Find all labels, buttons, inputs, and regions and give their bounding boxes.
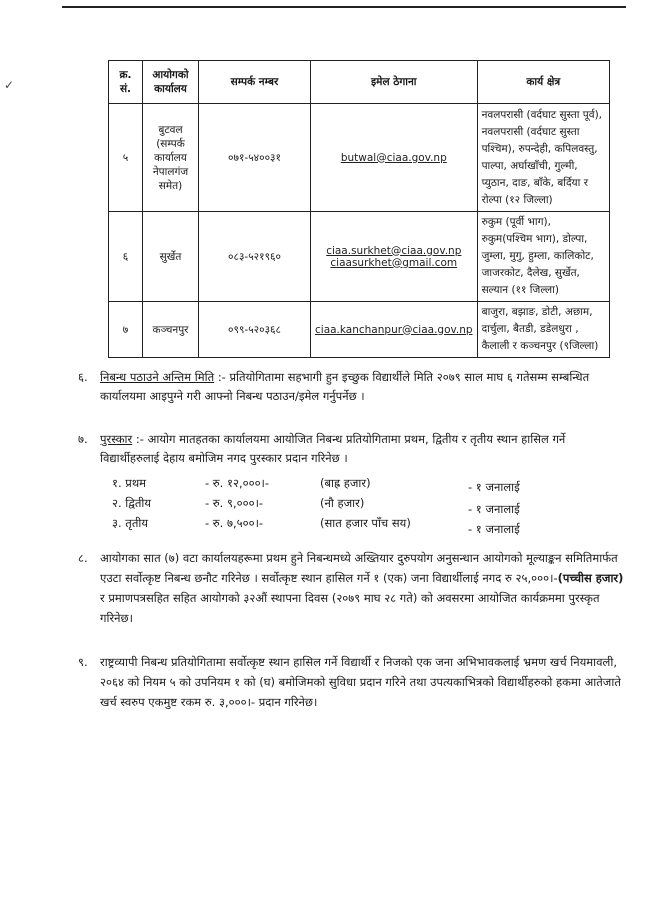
section-number: ९. (78, 655, 88, 669)
cell-area: बाजुरा, बझाङ, डोटी, अछाम, दार्चुला, बैतडी, डडेलधुरा , कैलाली र कञ्चनपुर (९जिल्ला) (477, 302, 609, 358)
margin-tick-mark: ✓ (4, 78, 15, 92)
cell-office: कञ्चनपुर (143, 302, 199, 358)
section-text: राष्ट्रव्यापी निबन्ध प्रतियोगितामा सर्वोत्कृष्ट स्थान हासिल गर्ने विद्यार्थी र निजको एक जना अभिभावकलाई भ्रमण खर्च नियमावली, २०६४ को नियम ५ को उपनियम १ को (घ) बमोजिमको सुविधा प्रदान गरिने तथा उपत्यकाभित्रको विद्यार्थीहरुको हकमा आतेजाते खर्च स्वरुप एकमुष्ट रकम रु. ३,०००।- प्रदान गरिनेछ। (100, 655, 621, 709)
table-row (109, 212, 610, 302)
prize-count: - १ जनालाई (468, 502, 520, 516)
cell-email (311, 104, 478, 212)
prize-amount: - रु. ९,०००।- (205, 496, 264, 510)
email-link[interactable]: butwal@ciaa.gov.np (340, 151, 447, 164)
office-contact-table (108, 60, 610, 358)
cell-office: सुर्खेत (143, 212, 199, 302)
prize-amount: - रु. १२,०००।- (205, 476, 270, 490)
cell-email (311, 212, 478, 302)
email-link[interactable]: ciaa.surkhet@ciaa.gov.np (326, 244, 462, 257)
cell-sn: ५ (109, 104, 143, 212)
section-title: निबन्ध पठाउने अन्तिम मिति (100, 370, 215, 384)
header-office: आयोगको कार्यालय (143, 61, 199, 104)
section-text: :- प्रतियोगितामा सहभागी हुन इच्छुक विद्यार्थीले मिति २०७९ साल माघ ६ गतेसम्म सम्बन्धित कार्यालयमा आइपुग्ने गरी आफ्नो निबन्ध पठाउन/इमेल गर्नुपर्नेछ । (100, 370, 590, 403)
prize-words: (बाह्र हजार) (320, 476, 371, 490)
prize-rank: २. द्वितीय (112, 496, 152, 510)
header-phone: सम्पर्क नम्बर (199, 61, 311, 104)
table-header-row (109, 61, 610, 104)
top-rule (62, 6, 626, 8)
prize-count: - १ जनालाई (468, 480, 520, 494)
section-text: आयोगका सात (७) वटा कार्यालयहरूमा प्रथम हुने निबन्धमध्ये अख्तियार दुरुपयोग अनुसन्धान आयोगको मूल्याङ्कन समितिमार्फत एउटा सर्वोत्कृष्ट निबन्ध छनौट गरिनेछ । सर्वोत्कृष्ट स्थान हासिल गर्ने १ (एक) जना विद्यार्थीलाई नगद रु २५,०००।- (100, 551, 618, 585)
header-sn: क्र. सं. (109, 61, 143, 104)
header-email: इमेल ठेगाना (311, 61, 478, 104)
prize-count: - १ जनालाई (468, 522, 520, 536)
prize-rank: १. प्रथम (112, 476, 147, 490)
cell-area: नवलपरासी (वर्दघाट सुस्ता पूर्व), नवलपरासी (वर्दघाट सुस्ता पश्चिम), रुपन्देही, कपिलवस्तु, पाल्पा, अर्घाखाँची, गुल्मी, प्युठान, दाङ, बाँके, बर्दिया र रोल्पा (१२ जिल्ला) (477, 104, 609, 212)
section-number: ७. (78, 432, 88, 446)
table-row (109, 104, 610, 212)
email-link[interactable]: ciaasurkhet@gmail.com (330, 256, 458, 269)
section-title: पुरस्कार (100, 432, 133, 446)
cell-area: रुकुम (पूर्वी भाग), रुकुम(पश्चिम भाग), डोल्पा, जुम्ला, मुगु, हुम्ला, कालिकोट, जाजरकोट, दैलेख, सुर्खेत, सल्यान (११ जिल्ला) (477, 212, 609, 302)
prize-amount: - रु. ७,५००।- (205, 516, 264, 530)
cell-office: बुटवल (सम्पर्क कार्यालय नेपालगंज समेत) (143, 104, 199, 212)
section-number: ६. (78, 370, 88, 384)
section-number: ८. (78, 551, 88, 565)
cell-phone: ०८३-५२१९६० (199, 212, 311, 302)
cell-email (311, 302, 478, 358)
prize-words: (नौ हजार) (320, 496, 365, 510)
prize-words: (सात हजार पाँच सय) (320, 516, 411, 530)
cell-phone: ०७१-५४००३१ (199, 104, 311, 212)
section-travel (78, 652, 625, 712)
section-deadline (78, 368, 625, 406)
section-best-essay (78, 548, 625, 628)
prize-rank: ३. तृतीय (112, 516, 149, 530)
section-text: :- आयोग मातहतका कार्यालयमा आयोजित निबन्ध प्रतियोगितामा प्रथम, द्वितीय र तृतीय स्थान हासिल गर्ने विद्यार्थीहरुलाई देहाय बमोजिम नगद पुरस्कार प्रदान गरिनेछ । (100, 432, 566, 465)
section-bold-text: (पच्चीस हजार) (557, 571, 624, 585)
section-text: र प्रमाणपत्रसहित सहित आयोगको ३२औं स्थापना दिवस (२०७९ माघ २८ गते) को अवसरमा आयोजित कार्यक्रममा पुरस्कृत गरिनेछ। (100, 591, 600, 625)
table-row (109, 302, 610, 358)
section-prize (78, 430, 625, 468)
cell-sn: ७ (109, 302, 143, 358)
cell-sn: ६ (109, 212, 143, 302)
header-area: कार्य क्षेत्र (477, 61, 609, 104)
cell-phone: ०९९-५२०३६८ (199, 302, 311, 358)
email-link[interactable]: ciaa.kanchanpur@ciaa.gov.np (315, 323, 473, 336)
